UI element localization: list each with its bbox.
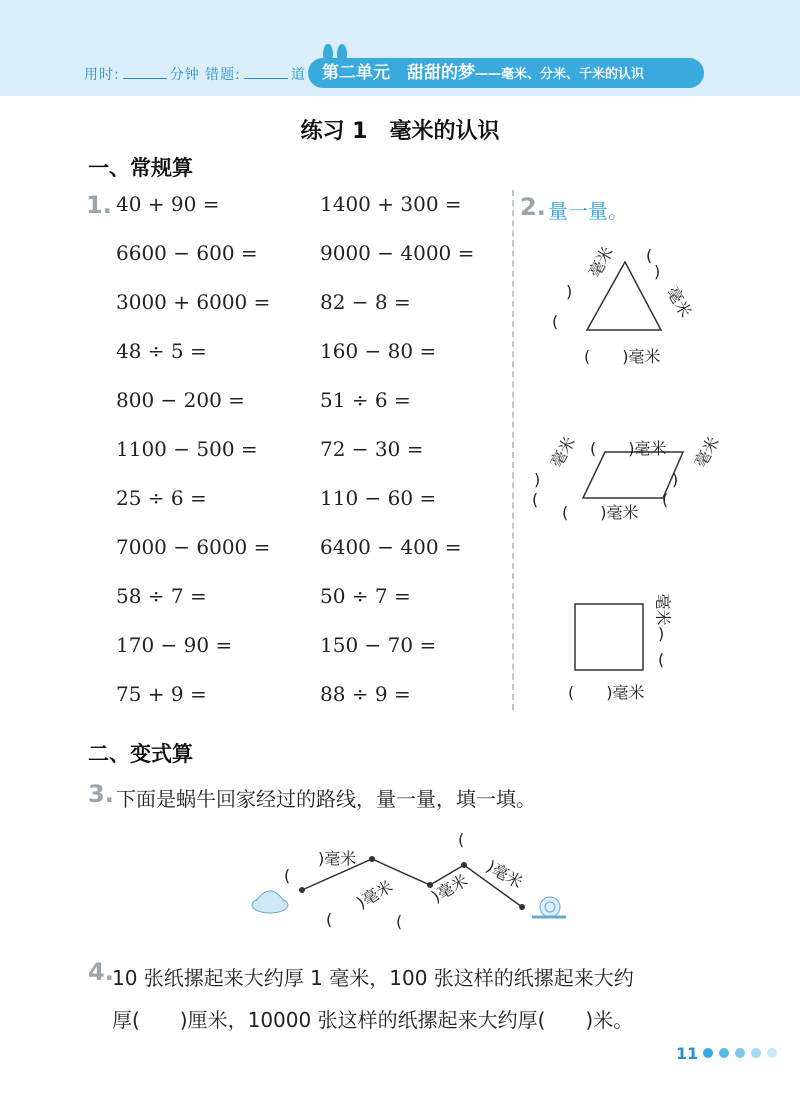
para-right-paren-close[interactable]: ) [672, 470, 679, 489]
square-right-unit: 毫米 [653, 593, 673, 626]
snail-icon [532, 897, 566, 917]
route-seg4-paren-open[interactable]: ( [458, 830, 465, 849]
equation: 58 ÷ 7 = [116, 584, 207, 608]
route-point [369, 856, 375, 862]
page-dots [702, 1046, 792, 1060]
equation: 3000 + 6000 = [116, 290, 271, 314]
tri-right-unit: 毫米 [662, 283, 696, 321]
equation: 48 ÷ 5 = [116, 339, 207, 363]
para-left-paren-open[interactable]: ( [532, 490, 539, 509]
route-point [461, 862, 467, 868]
divider-dashed [512, 190, 514, 710]
question-number-4: 4. [88, 958, 114, 986]
equation: 160 − 80 = [320, 339, 437, 363]
para-right-unit: 毫米 [690, 433, 724, 471]
q2-label: 量一量。 [548, 199, 628, 223]
time-unit: 分钟 [169, 67, 200, 83]
equation: 7000 − 6000 = [116, 535, 271, 559]
para-left-unit: 毫米 [546, 433, 580, 471]
equation: 72 − 30 = [320, 437, 424, 461]
equation: 75 + 9 = [116, 682, 207, 706]
square-right-paren-open[interactable]: ( [658, 650, 665, 669]
page-number: 11 [676, 1044, 699, 1063]
equation: 50 ÷ 7 = [320, 584, 411, 608]
route-seg3-paren-open[interactable]: ( [396, 912, 403, 931]
route-seg3-blank[interactable]: )毫米 [428, 870, 471, 907]
equation: 110 − 60 = [320, 486, 437, 510]
unit-title-pill [308, 58, 704, 88]
time-label: 用时: [84, 67, 120, 83]
equation: 6600 − 600 = [116, 241, 258, 265]
snail-route [250, 835, 580, 925]
equation: 6400 − 400 = [320, 535, 462, 559]
tri-right-paren-close[interactable]: ) [654, 262, 661, 281]
equation: 88 ÷ 9 = [320, 682, 411, 706]
para-top-blank[interactable]: ( )毫米 [590, 439, 667, 458]
tri-bottom-blank[interactable]: ( )毫米 [584, 347, 661, 366]
section-heading-1: 一、常规算 [88, 156, 193, 180]
square-shape [575, 604, 643, 670]
para-left-paren-close[interactable]: ) [534, 470, 541, 489]
equation: 1400 + 300 = [320, 192, 462, 216]
route-seg1-blank[interactable]: )毫米 [318, 849, 357, 868]
section-heading-2: 二、变式算 [88, 742, 193, 766]
route-seg2-blank[interactable]: )毫米 [353, 876, 396, 913]
tri-right-paren-open[interactable]: ( [646, 246, 653, 265]
q4-line-2: 厚( )厘米，10000 张这样的纸摞起来大约厚( )米。 [112, 1008, 634, 1032]
equation: 40 + 90 = [116, 192, 220, 216]
unit-title: 第二单元 甜甜的梦 [322, 63, 475, 83]
equation: 25 ÷ 6 = [116, 486, 207, 510]
equation: 1100 − 500 = [116, 437, 258, 461]
q4-line-1: 10 张纸摞起来大约厚 1 毫米，100 张这样的纸摞起来大约 [112, 966, 634, 990]
equation: 82 − 8 = [320, 290, 411, 314]
question-number-1: 1. [86, 191, 112, 219]
para-bottom-blank[interactable]: ( )毫米 [562, 503, 639, 522]
unit-subtitle: ——毫米、分米、千米的认识 [475, 67, 645, 82]
equation: 51 ÷ 6 = [320, 388, 411, 412]
lesson-title: 练习 1 毫米的认识 [300, 119, 500, 144]
para-right-paren-open[interactable]: ( [662, 490, 669, 509]
square-bottom-blank[interactable]: ( )毫米 [568, 683, 645, 702]
question-number-2: 2. [520, 193, 546, 221]
route-seg1-paren-open[interactable]: ( [284, 866, 291, 885]
tri-left-paren-open[interactable]: ( [552, 312, 559, 331]
equation: 170 − 90 = [116, 633, 233, 657]
square-right-paren-close[interactable]: ) [658, 624, 665, 643]
route-point [299, 887, 305, 893]
route-point [519, 904, 525, 910]
equation: 800 − 200 = [116, 388, 245, 412]
tri-left-unit: 毫米 [584, 243, 618, 281]
tri-left-paren-close[interactable]: ) [566, 282, 573, 301]
time-blank[interactable] [123, 67, 167, 79]
route-seg4-blank[interactable]: )毫米 [483, 856, 526, 893]
house-icon [252, 891, 288, 913]
errors-blank[interactable] [244, 67, 288, 79]
equation: 150 − 70 = [320, 633, 437, 657]
equation: 9000 − 4000 = [320, 241, 475, 265]
errors-label: 错题: [205, 67, 241, 83]
errors-unit: 道 [290, 67, 306, 83]
q3-text: 下面是蜗牛回家经过的路线，量一量，填一填。 [116, 787, 536, 811]
route-seg2-paren-open[interactable]: ( [326, 910, 333, 929]
header-meta [84, 64, 306, 84]
question-number-3: 3. [88, 780, 114, 808]
